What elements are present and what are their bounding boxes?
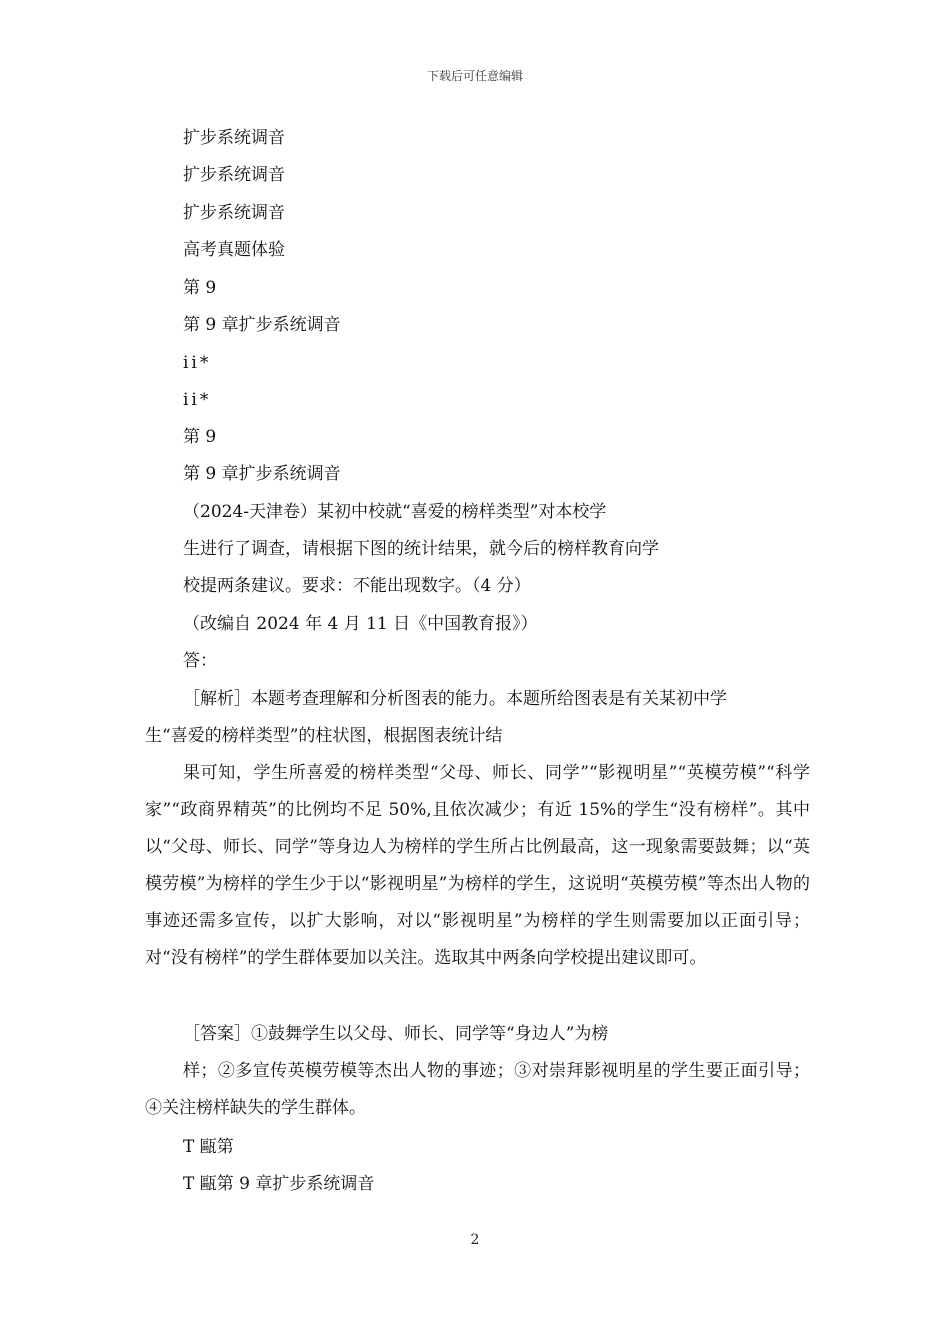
text-line: ii* — [183, 353, 212, 373]
question-line: 校提两条建议。要求：不能出现数字。（4 分） — [183, 576, 531, 596]
text-line: T 甌第 9 章扩步系统调音 — [183, 1174, 375, 1194]
text-line: ii* — [183, 390, 212, 410]
question-source: （改编自 2024 年 4 月 11 日《中国教育报》） — [183, 614, 538, 634]
text-line: T 甌第 — [183, 1137, 234, 1157]
text-line: 扩步系统调音 — [183, 128, 285, 148]
analysis-paragraph: 果可知，学生所喜爱的榜样类型“父母、师长、同学”“影视明星”“英模劳模”“科学家”“政商界精英”的比例均不足 50%,且依次减少；有近 15%的学生“没有榜样”。其中以“父母、师长、同学”等身边人为榜样的学生所占比例最高，这一现象需要鼓舞；以“英模劳模”为榜样的学生少于以“影视明星”为榜样的学生，这说明“英模劳模”等杰出人物的事迹还需多宣传，以扩大影响，对以“影视明星”为榜样的学生则需要加以正面引导；对“没有榜样”的学生群体要加以关注。选取其中两条向学校提出建议即可。 — [145, 763, 810, 968]
answer-label: 答： — [183, 651, 217, 671]
text-line: 第 9 — [183, 278, 217, 298]
text-line: 第 9 — [183, 427, 217, 447]
chapter-title: 第 9 章扩步系统调音 — [183, 464, 341, 484]
question-line: 生进行了调查，请根据下图的统计结果，就今后的榜样教育向学 — [183, 539, 659, 559]
text-line: 扩步系统调音 — [183, 203, 285, 223]
page-header: 下载后可任意编辑 — [426, 69, 523, 83]
question-line: （2024-天津卷）某初中校就“喜爱的榜样类型”对本校学 — [183, 502, 607, 522]
analysis-line: 生“喜爱的榜样类型”的柱状图，根据图表统计结 — [145, 726, 503, 746]
answer-paragraph: 样；②多宣传英模劳模等杰出人物的事迹；③对崇拜影视明星的学生要正面引导；④关注榜样缺失的学生群体。 — [145, 1061, 810, 1118]
answer-line: ［答案］①鼓舞学生以父母、师长、同学等“身边人”为榜 — [183, 1024, 609, 1044]
text-line: 扩步系统调音 — [183, 165, 285, 185]
page-number: 2 — [470, 1232, 480, 1248]
chapter-title: 第 9 章扩步系统调音 — [183, 315, 341, 335]
analysis-line: ［解析］本题考查理解和分析图表的能力。本题所给图表是有关某初中学 — [183, 689, 727, 709]
section-heading: 高考真题体验 — [183, 240, 285, 260]
